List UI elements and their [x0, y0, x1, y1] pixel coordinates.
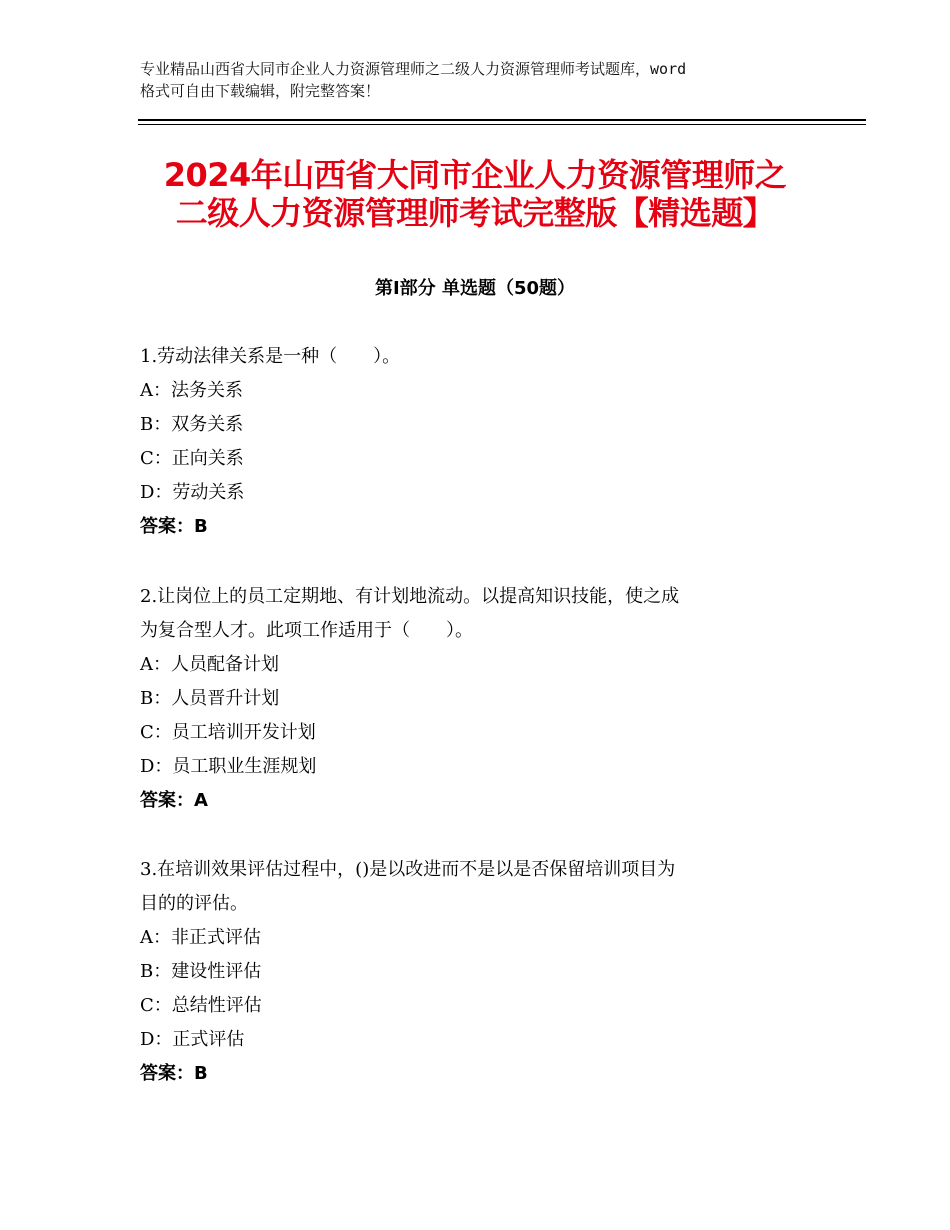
question-stem	[140, 340, 820, 374]
header-divider-thick	[138, 119, 866, 121]
option-c: C：正向关系	[140, 448, 244, 469]
option-a: A：非正式评估	[140, 927, 261, 948]
answer-label: 答案：B	[140, 1063, 208, 1084]
option-c: C：总结性评估	[140, 995, 262, 1016]
option-d: D：员工职业生涯规划	[140, 756, 317, 777]
question-stem	[140, 853, 820, 921]
question-stem-line: 1.劳动法律关系是一种（ ）。	[140, 346, 401, 367]
option-b: B：建设性评估	[140, 961, 262, 982]
question-stem-line: 3.在培训效果评估过程中，()是以改进而不是以是否保留培训项目为	[140, 859, 676, 880]
question-stem-line: 2.让岗位上的员工定期地、有计划地流动。以提高知识技能，使之成	[140, 586, 680, 607]
question-stem-line: 为复合型人才。此项工作适用于（ ）。	[140, 620, 473, 641]
question-2	[140, 580, 820, 818]
question-3	[140, 853, 820, 1091]
header-note-line-1: 专业精品山西省大同市企业人力资源管理师之二级人力资源管理师考试题库，word	[140, 60, 687, 78]
question-stem-line: 目的的评估。	[140, 893, 248, 914]
document-title-line-2: 二级人力资源管理师考试完整版【精选题】	[175, 194, 775, 232]
option-c: C：员工培训开发计划	[140, 722, 316, 743]
option-a: A：法务关系	[140, 380, 243, 401]
section-heading: 第Ⅰ部分 单选题（50题）	[374, 278, 575, 299]
document-title	[100, 156, 850, 232]
option-b: B：双务关系	[140, 414, 244, 435]
header-note	[140, 58, 830, 102]
answer-label: 答案：A	[140, 790, 208, 811]
answer-label: 答案：B	[140, 516, 208, 537]
option-d: D：正式评估	[140, 1029, 245, 1050]
option-a: A：人员配备计划	[140, 654, 279, 675]
question-1	[140, 340, 820, 544]
question-stem	[140, 580, 820, 648]
header-divider-thin	[138, 124, 866, 125]
header-note-line-2: 格式可自由下载编辑，附完整答案！	[140, 82, 381, 100]
option-b: B：人员晋升计划	[140, 688, 280, 709]
option-d: D：劳动关系	[140, 482, 245, 503]
document-title-line-1: 2024年山西省大同市企业人力资源管理师之	[163, 156, 787, 194]
